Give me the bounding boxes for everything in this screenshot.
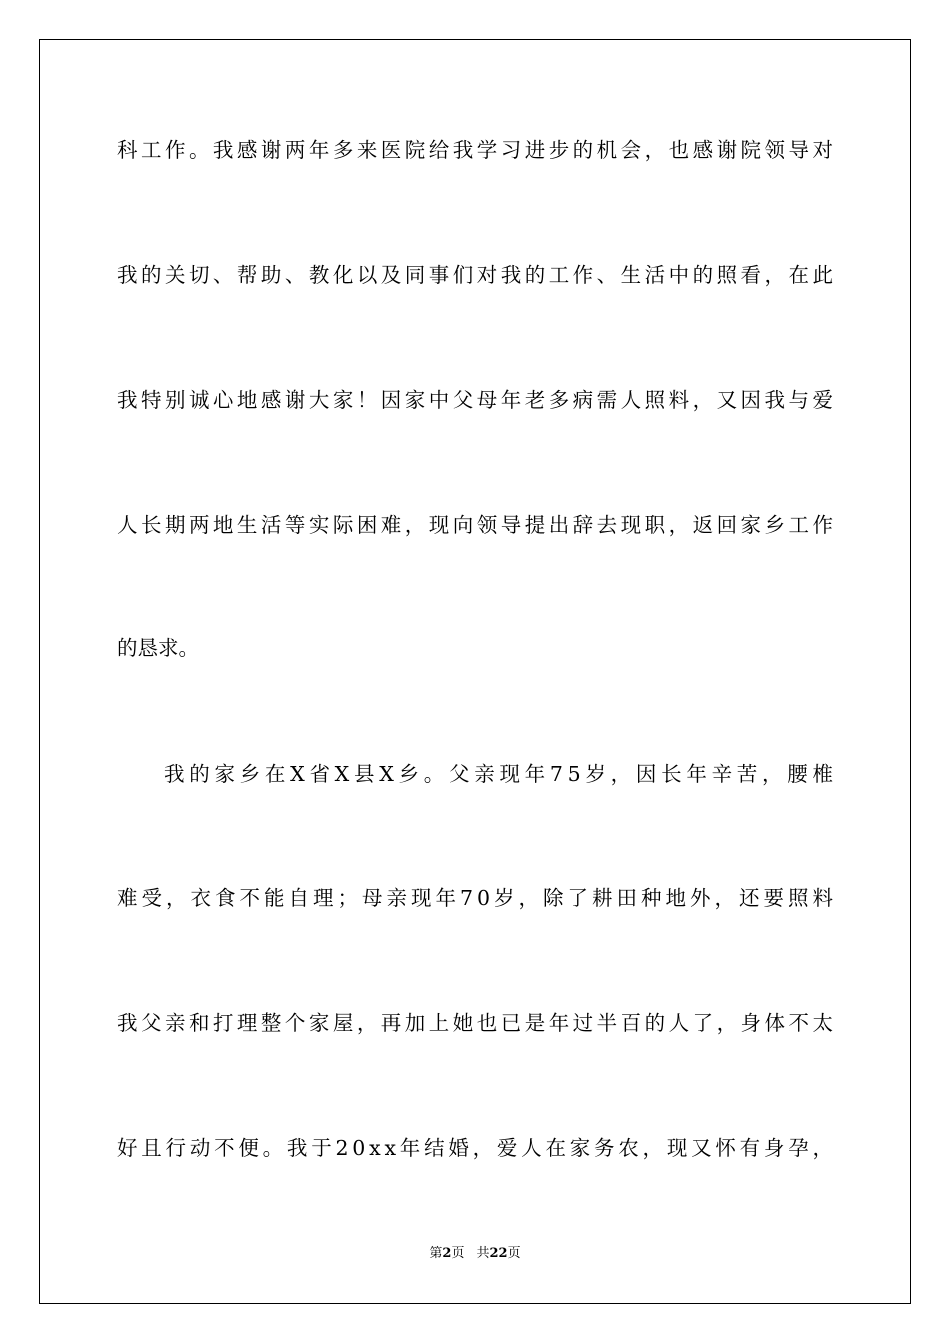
footer-total-suffix: 页	[507, 1246, 521, 1261]
footer-prefix: 第	[429, 1246, 443, 1261]
text-line-2: 我的关切、帮助、教化以及同事们对我的工作、生活中的照看，在此	[117, 263, 837, 287]
text-line-9: 好且行动不便。我于20xx年结婚，爱人在家务农，现又怀有身孕，	[117, 1136, 837, 1160]
text-line-1: 科工作。我感谢两年多来医院给我学习进步的机会，也感谢院领导对	[117, 138, 837, 162]
text-line-7: 难受，衣食不能自理；母亲现年70岁，除了耕田种地外，还要照料	[117, 886, 837, 910]
footer-total-pages: 22	[489, 1246, 508, 1261]
page-footer	[0, 1244, 950, 1264]
footer-total-prefix: 共	[476, 1246, 490, 1261]
page-border	[39, 39, 911, 1304]
text-line-8: 我父亲和打理整个家屋，再加上她也已是年过半百的人了，身体不太	[117, 1011, 837, 1035]
text-line-5: 的恳求。	[117, 636, 199, 660]
text-line-3: 我特别诚心地感谢大家！因家中父母年老多病需人照料，又因我与爱	[117, 388, 837, 412]
footer-page-number: 2	[442, 1246, 452, 1261]
text-line-6: 我的家乡在X省X县X乡。父亲现年75岁，因长年辛苦，腰椎	[164, 762, 838, 786]
text-line-4: 人长期两地生活等实际困难，现向领导提出辞去现职，返回家乡工作	[117, 513, 837, 537]
footer-page-suffix: 页	[451, 1246, 465, 1261]
